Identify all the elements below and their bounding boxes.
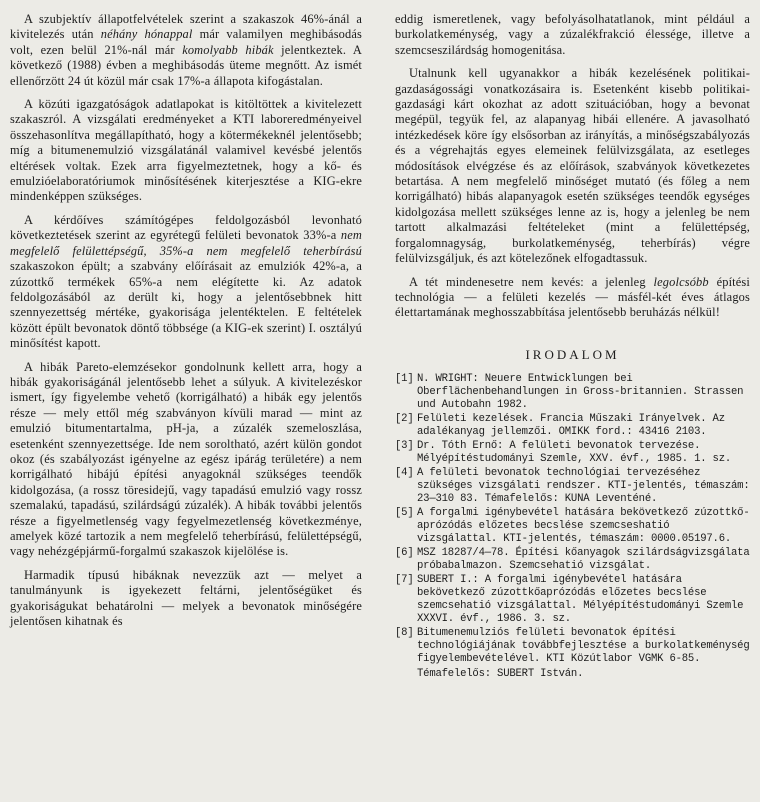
reference-item: [395, 507, 750, 546]
emphasis-text: néhány hónappal: [100, 27, 193, 42]
body-text: Harmadik típusú hibáknak nevezzük azt — melyet a tanulmányunk is igyekezett feltárni, jelentőségüket és gyakoriságukat behatárolni — melyek a bevonatok minőségére jelentősen kihatnak és: [10, 567, 362, 629]
left_column-paragraph: [10, 360, 362, 560]
left-column: [10, 12, 362, 637]
reference-item: [395, 467, 750, 506]
reference-text: Bitumenemulziós felületi bevonatok építési technológiájának továbbfejlesztése a burkolatkeménység figyelembevételével. KTI Közútlabor VGMK 6-85.: [417, 626, 750, 665]
responsible-person: Témafelelős: SUBERT István.: [417, 667, 584, 680]
reference-text: SUBERT I.: A forgalmi igénybevétel hatására bekövetkező zúzottkőaprózódás előzetes becslése szemcsehatió vizsgálattal. Mélyépítéstudományi Szemle XXXVI. évf., 1986. 3. sz.: [417, 573, 744, 625]
reference-text: Dr. Tóth Ernő: A felületi bevonatok tervezése. Mélyépítéstudományi Szemle, XXV. évf., 1985. 1. sz.: [417, 439, 732, 465]
body-text: A kérdőíves számítógépes feldolgozásból levonható következtetések szerint az egyrétegű felületi bevonatok 33%-a: [10, 212, 362, 243]
reference-text: MSZ 18287/4—78. Építési kőanyagok szilárdságvizsgálata próbabalmazon. Szemcsehatió vizsgálat.: [417, 546, 750, 572]
reference-number: [7]: [395, 573, 414, 586]
reference-number: [6]: [395, 546, 414, 559]
body-text: eddig ismeretlenek, vagy befolyásolhatatlanok, mint például a burkolatkeménység, vagy a zúzalékfrakció élessége, illetve a szemcseszilárdság homogenitása.: [395, 12, 750, 57]
emphasis-text: legolcsóbb: [653, 274, 709, 289]
reference-item: [395, 373, 750, 412]
left_column-paragraph: [10, 568, 362, 630]
reference-text: A forgalmi igénybevétel hatására bekövetkező zúzottkő-aprózódás előzetes becslése szemcseshatió vizsgálattal. KTI-jelentés, témaszám: 0000.05197.6.: [417, 506, 750, 545]
emphasis-text: komolyabb hibák: [182, 42, 274, 57]
reference-list: [395, 373, 750, 666]
body-text: építési technológia — a felületi kezelés — másfél-két éves átlagos élettartamának meghosszabbítása jelentősebb beruházás nélkül!: [395, 274, 750, 320]
reference-number: [3]: [395, 439, 414, 452]
reference-number: [2]: [395, 412, 414, 425]
reference-text: A felületi bevonatok technológiai tervezéséhez szükséges vizsgálati rendszer. KTI-jelentés, témaszám: 23—310 83. Témafelelős: KUNA Leventéné.: [417, 466, 750, 505]
reference-item: [395, 574, 750, 626]
right-column: [395, 12, 750, 681]
reference-item: [395, 627, 750, 666]
left_column-paragraph: [10, 97, 362, 205]
left_column-paragraph: [10, 213, 362, 352]
reference-item: [395, 440, 750, 466]
reference-number: [1]: [395, 372, 414, 385]
right-column-body: [395, 12, 750, 321]
body-text: jelentkeztek. A következő (1988) évben a meghibásodás üteme megnőtt. Az ismét ellenőrzött 24 út közül már csak 17%-a állapota kifogástalan.: [10, 42, 363, 88]
right_column-paragraph: [395, 12, 750, 58]
body-text: már valamilyen meghibásodás volt, ezen belül 21%-nál már: [10, 27, 362, 57]
reference-text: Felületi kezelések. Francia Műszaki Irányelvek. Az adalékanyag jellemzői. OMIKK ford.: 43416 2103.: [417, 412, 725, 438]
reference-item: [395, 547, 750, 573]
body-text: A hibák Pareto-elemzésekor gondolnunk kellett arra, hogy a hibák gyakoriságánál jelentősebb lehet a súlyuk. A kivitelezéskor ismert, így figyelembe vehető (korrigálható) a hibák egy jelentős része — mely ettől még szabványon kívüli marad — mint az emulzió bitumentartalma, pH-ja, a zúzalék szemeloszlása, esetenként szennyezettsége. Ide nem soroltható, azért külön gondot okoz (és szabályozást igényelne az egész ipárág területére) a nem korrigálható hibájú építési anyagoknál szükséges teendők kidolgozása, (a rossz töresidejű, vagy tapadású emulzió vagy rossz szemalakú, tapadású, szilárdságú zúzalék). A hibák további jelentős része a figyelmetlenség vagy fegyelmezetlenség következménye, amelyek közé tartozik a nem megfelelő teherbírású, felülettépségű, vagy nehézgépjármű-forgalmú szakaszok kijelölése is.: [10, 359, 362, 559]
body-text: A szubjektív állapotfelvételek szerint a szakaszok 46%-ánál a kivitelezés után: [10, 12, 362, 42]
reference-number: [8]: [395, 626, 414, 639]
right_column-paragraph: [395, 275, 750, 321]
body-text: A közúti igazgatóságok adatlapokat is kitöltöttek a kivitelezett szakaszról. A vizsgálati eredményeket a KTI laboreredményeivel összehasonlítva megállapítható, hogy a kötermékeknél jelentősebb; míg a bitumenemulzió vizsgálatánál valamivel kevésbé jelentős eltérések voltak. Ezek arra figyelmeztetnek, hogy a kő- és emulzióelaboratóriumok minősítésének kiterjesztése a KIG-ekre mindenképpen szükséges.: [10, 97, 362, 204]
left_column-paragraph: [10, 12, 362, 89]
body-text: A tét mindenesetre nem kevés: a jelenleg: [409, 274, 654, 289]
reference-text: N. WRIGHT: Neuere Entwicklungen bei Oberflächenbehandlungen in Gross-britannien. Strassen und Autobahn 1982.: [417, 372, 744, 411]
reference-number: [4]: [395, 466, 414, 479]
reference-number: [5]: [395, 506, 414, 519]
references-heading: IRODALOM: [525, 346, 620, 362]
body-text: szakaszokon épült; a szabvány előírásait az emulziók 42%-a, a zúzottkő termékek 65%-a nem elégítette ki. Az adatok feldolgozásából az derült ki, hogy a jelentősebbnek hitt szennyezettség mértéke, gyakorisága jelentéktelen. E feltételek között épült bevonatok döntő többsége (a KIG-ek szerint) I. osztályú minősítést kapott.: [10, 259, 362, 351]
reference-item: [395, 413, 750, 439]
emphasis-text: nem megfelelő felülettépségű, 35%-a nem megfelelő teherbírású: [10, 228, 362, 258]
body-text: Utalnunk kell ugyanakkor a hibák kezelésének politikai-gazdaságossági vonatkozásaira is. Esetenként kisebb politikai-gazdasági kárt okozhat az adott szituációban, hogy a bevonat megépül, tegyük fel, az alapanyag hibái ellenére. A javasolható intézkedések köre így elsősorban az irányítás, a minőségszabályozás és a végrehajtás egyes elemeinek felülvizsgálata, az esetleges módosítások elvégzése és az előírások, szabványok következetes betartása. A nem megfelelő minőséget mutató (és főleg a nem korrigálható) hibás alapanyagok esetén szükséges teendők egységes kidolgozása mellett szükséges lenne az is, hogy a jelenleg be nem tartott alkalmazási feltételeket (mint a felülettépség, forgalomnagyság, burkolatkeménység, teherbírás) végre felülvizsgáljuk, és azt kötelezőnek elfogadtassuk.: [395, 66, 750, 266]
right_column-paragraph: [395, 66, 750, 266]
